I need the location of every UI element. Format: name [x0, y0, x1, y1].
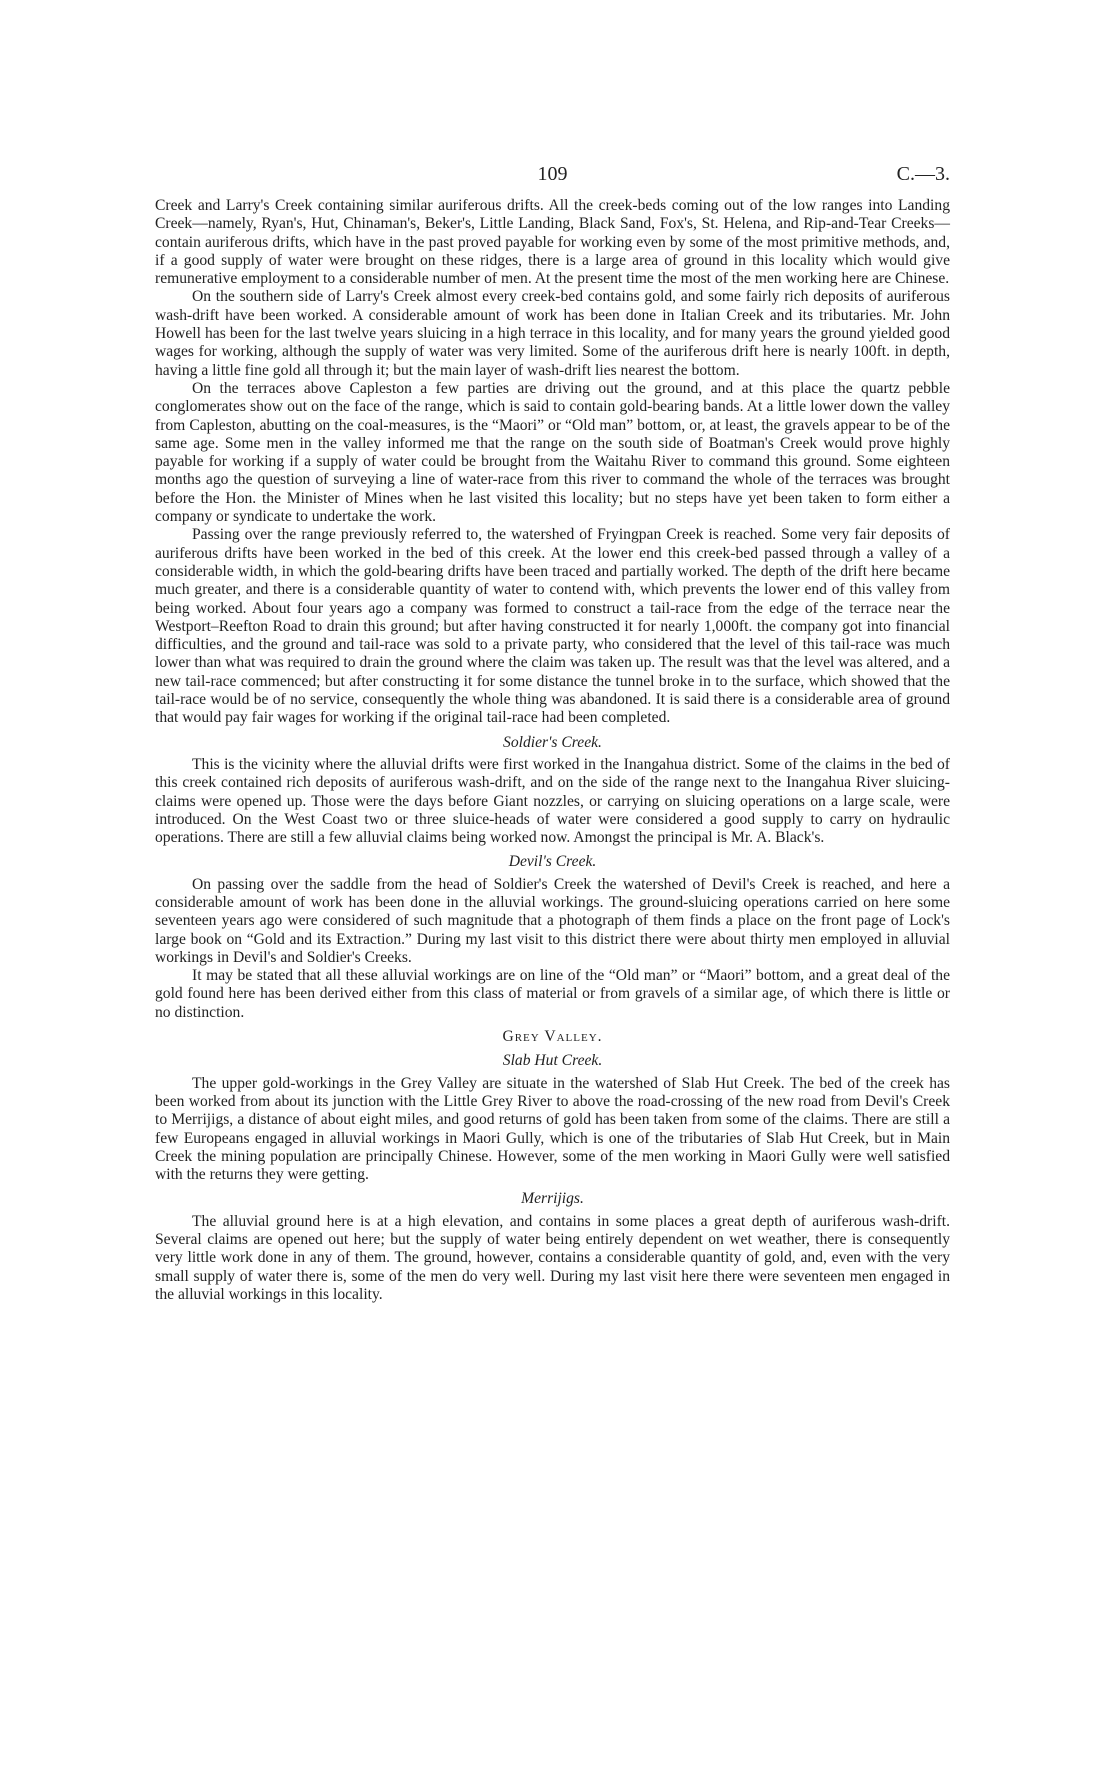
paragraph-fryingpan-creek: Passing over the range previously referred to, the watershed of Fryingpan Creek is reached. Some very fair deposits of auriferous drifts have been worked in the bed of this creek. At the lower end this creek-bed passed through a valley of a considerable width, in which the gold-bearing drifts have been traced and partially worked. The depth of the drift here became much greater, and there is a considerable quantity of water to contend with, which prevents the lower end of this valley from being worked. About four years ago a company was formed to construct a tail-race from the edge of the terrace near the Westport–Reefton Road to drain this ground; but after having constructed it for nearly 1,000ft. the company got into financial difficulties, and the ground and tail-race was sold to a private party, who considered that the level of this tail-race was much lower than what was required to drain the ground where the claim was taken up. The result was that the level was altered, and a new tail-race commenced; but after constructing it for some distance the tunnel broke in to the surface, which showed that the tail-race would be of no service, consequently the whole thing was abandoned. It is said there is a considerable area of ground that would pay fair wages for working if the original tail-race had been completed. [155, 526, 950, 727]
paragraph-capleston: On the terraces above Capleston a few parties are driving out the ground, and at this place the quartz pebble conglomerates show out on the face of the range, which is said to contain gold-bearing bands. At a little lower down the valley from Capleston, abutting on the coal-measures, is the “Maori” or “Old man” bottom, or, at least, the gravels appear to be of the same age. Some men in the valley informed me that the range on the south side of Boatman's Creek would prove highly payable for working if a supply of water could be brought from the Waitahu River to command this ground. Some eighteen months ago the question of surveying a line of water-race from this river to command the whole of the terraces was brought before the Hon. the Minister of Mines when he last visited this locality; but no steps have yet been taken to form either a company or syndicate to undertake the work. [155, 379, 950, 526]
heading-slab-hut-creek: Slab Hut Creek. [502, 1052, 603, 1070]
paragraph-merrijigs: The alluvial ground here is at a high elevation, and contains in some places a great depth of auriferous wash-drift. Several claims are opened out here; but the supply of water being entirely dependent on wet weather, there is consequently very little work done in any of them. The ground, however, contains a considerable quantity of gold, and, even with the very small supply of water there is, some of the men do very well. During my last visit here there were seventeen men engaged in the alluvial workings in this locality. [155, 1212, 950, 1303]
heading-grey-valley: Grey Valley. [502, 1028, 603, 1046]
document-body [155, 197, 950, 1304]
paragraph-devils-creek: On passing over the saddle from the head of Soldier's Creek the watershed of Devil's Creek is reached, and here a considerable amount of work has been done in the alluvial workings. The ground-sluicing operations carried on here some seventeen years ago were considered of such magnitude that a photograph of them finds a place on the front page of Lock's large book on “Gold and its Extraction.” During my last visit to this district there were about thirty men employed in alluvial workings in Devil's and Soldier's Creeks. [155, 875, 950, 966]
report-code: C.—3. [896, 163, 950, 185]
paragraph-soldiers-creek: This is the vicinity where the alluvial drifts were first worked in the Inangahua district. Some of the claims in the bed of this creek contained rich deposits of auriferous wash-drift, and on the side of the range next to the Inangahua River sluicing-claims were opened up. Those were the days before Giant nozzles, or carrying on sluicing operations on a large scale, were introduced. On the West Coast two or three sluice-heads of water were considered a good supply to carry on hydraulic operations. There are still a few alluvial claims being worked now. Amongst the principal is Mr. A. Black's. [155, 755, 950, 847]
paragraph-slab-hut-creek: The upper gold-workings in the Grey Valley are situate in the watershed of Slab Hut Creek. The bed of the creek has been worked from about its junction with the Little Grey River to above the road-crossing of the new road from Devil's Creek to Merrijigs, a distance of about eight miles, and good returns of gold has been taken from some of the claims. There are still a few Europeans engaged in alluvial workings in Maori Gully, which is one of the tributaries of Slab Hut Creek, but in Main Creek the mining population are principally Chinese. However, some of the men working in Maori Gully were well satisfied with the returns they were getting. [155, 1074, 950, 1184]
document-page [155, 145, 950, 1304]
paragraph-old-man-bottom: It may be stated that all these alluvial workings are on line of the “Old man” or “Maori” bottom, and a great deal of the gold found here has been derived either from this class of material or from gravels of a similar age, of which there is little or no distinction. [155, 967, 950, 1021]
running-head [155, 145, 950, 185]
heading-soldiers-creek: Soldier's Creek. [503, 733, 602, 751]
paragraph-landing-creek: Creek and Larry's Creek containing similar auriferous drifts. All the creek-beds coming out of the low ranges into Landing Creek—namely, Ryan's, Hut, Chinaman's, Beker's, Little Landing, Black Sand, Fox's, St. Helena, and Rip-and-Tear Creeks—contain auriferous drifts, which have in the past proved payable for working even by some of the most primitive methods, and, if a good supply of water were brought on these ridges, there is a large area of ground in this locality which would give remunerative employment to a considerable number of men. At the present time the most of the men working here are Chinese. [155, 197, 950, 288]
page-number: 109 [537, 163, 568, 185]
heading-merrijigs: Merrijigs. [521, 1190, 584, 1208]
paragraph-larrys-creek: On the southern side of Larry's Creek almost every creek-bed contains gold, and some fairly rich deposits of auriferous wash-drift have been worked. A considerable amount of work has been done in Italian Creek and its tributaries. Mr. John Howell has been for the last twelve years sluicing in a high terrace in this locality, and for many years the ground yielded good wages for working, although the supply of water was very limited. Some of the auriferous drift here is nearly 100ft. in depth, having a little fine gold all through it; but the main layer of wash-drift lies nearest the bottom. [155, 288, 950, 379]
heading-devils-creek: Devil's Creek. [508, 853, 597, 871]
